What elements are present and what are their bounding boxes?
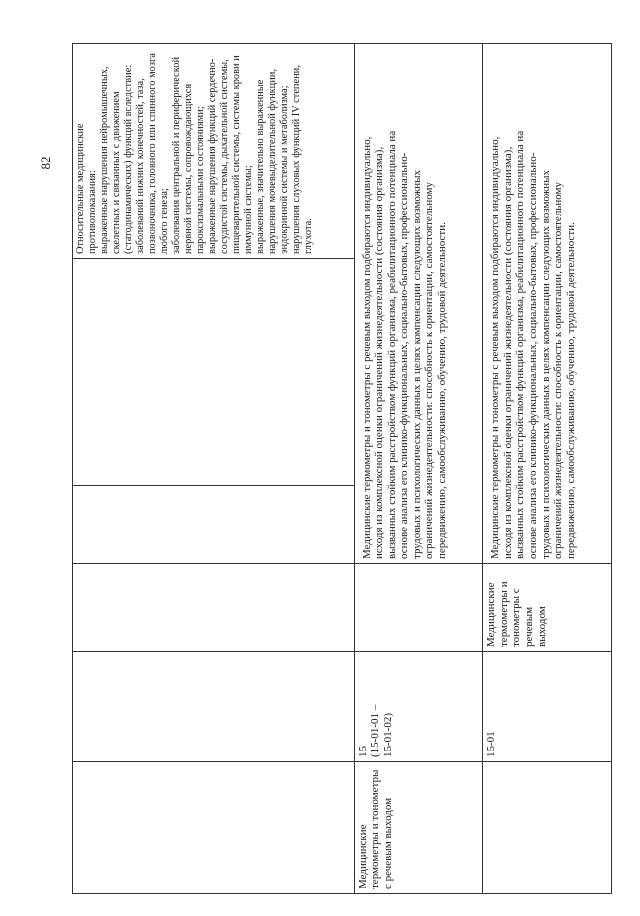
contra-line: нарушения слуховых функций IV степени, [291, 65, 302, 254]
contra-line: иммунной системы; [243, 165, 254, 254]
cell-section-name [73, 762, 355, 894]
description-line: вызванных стойким расстройством функций организма, реабилитационного потенциала на [385, 130, 398, 559]
table-row [354, 44, 483, 894]
rotated-table-container [72, 44, 612, 894]
contra-line: глухота. [303, 218, 314, 254]
code-line: 15-01-02) [381, 713, 394, 757]
table-row [73, 44, 355, 894]
contra-line: (статодинамических) функций вследствие: [123, 64, 134, 254]
code-line: (15-01-01 – [369, 704, 382, 757]
description-line: вызванных стойким расстройством функций организма, реабилитационного потенциала на [514, 130, 527, 559]
cell-description [483, 44, 612, 564]
cell-code [354, 652, 483, 762]
contra-line: нарушения мочевыделительной функции, [267, 69, 278, 254]
cell-item-name [354, 564, 483, 652]
contra-line: скелетных и связанных с движением [111, 91, 122, 254]
contra-line: выраженные нарушения функций сердечно- [207, 58, 218, 254]
description-line: трудовых и психологических данных в целях компенсации следующих возможных [539, 169, 552, 559]
description-line: основе анализа его клинико-функциональных, социально-бытовых, профессионально- [398, 152, 411, 559]
description-line: Медицинские термометры и тонометры с речевым выходом подбираются индивидуально, [360, 136, 373, 559]
contra-line: пароксизмальными состояниями; [195, 106, 206, 254]
description-line: трудовых и психологических данных в целях компенсации следующих возможных [410, 169, 423, 559]
table-row [483, 44, 612, 894]
document-table [72, 43, 612, 894]
cell-code [483, 652, 612, 762]
cell-section-name [483, 762, 612, 894]
page-number: 82 [38, 156, 53, 170]
contra-line: эндокринной системы и метаболизма; [279, 85, 290, 254]
code-line: 15-01 [485, 731, 498, 757]
description-line: передвижению, самообслуживанию, обучению, трудовой деятельности. [436, 222, 449, 559]
cell-empty [73, 259, 355, 486]
cell-section-name: Медицинские термометры и тонометры с речевым выходом [354, 762, 483, 894]
contra-line: заболевания центральной и периферической [171, 56, 182, 254]
contra-line: выраженные, значительно выраженные [255, 79, 266, 254]
description-line: ограничений жизнедеятельности: способность к ориентации, самостоятельному [552, 182, 565, 559]
description-line: исходя из комплексной оценки ограничений жизнедеятельности (состояния организма), [501, 146, 514, 559]
cell-empty [73, 486, 355, 564]
cell-item-name [73, 564, 355, 652]
description-line: передвижению, самообслуживанию, обучению, трудовой деятельности. [564, 222, 577, 559]
contra-line: нервной системы, сопровождающихся [183, 83, 194, 254]
description-line: основе анализа его клинико-функциональных, социально-бытовых, профессионально- [527, 152, 540, 559]
cell-item-name: Медицинские термометры и тонометры с речевым выходом [483, 564, 612, 652]
contra-line: сосудистой системы, дыхательной системы, [219, 59, 230, 254]
contra-line: Относительные медицинские противопоказания: [75, 123, 98, 254]
contra-line: позвоночника, головного или спинного мозга [147, 53, 158, 254]
contra-line: выраженные нарушения нейромышечных, [99, 66, 110, 254]
contra-line: заболеваний нижних конечностей, таза, [135, 78, 146, 254]
contra-line: пищеварительной системы, системы крови и [231, 55, 242, 254]
code-line: 15 [356, 746, 369, 757]
cell-contraindications [73, 44, 355, 259]
description-line: Медицинские термометры и тонометры с речевым выходом подбираются индивидуально, [489, 136, 502, 559]
cell-code [73, 652, 355, 762]
cell-description [354, 44, 483, 564]
description-line: исходя из комплексной оценки ограничений жизнедеятельности (состояния организма), [373, 146, 386, 559]
contra-line: любого генеза; [159, 188, 170, 254]
description-line: ограничений жизнедеятельности: способность к ориентации, самостоятельному [423, 182, 436, 559]
